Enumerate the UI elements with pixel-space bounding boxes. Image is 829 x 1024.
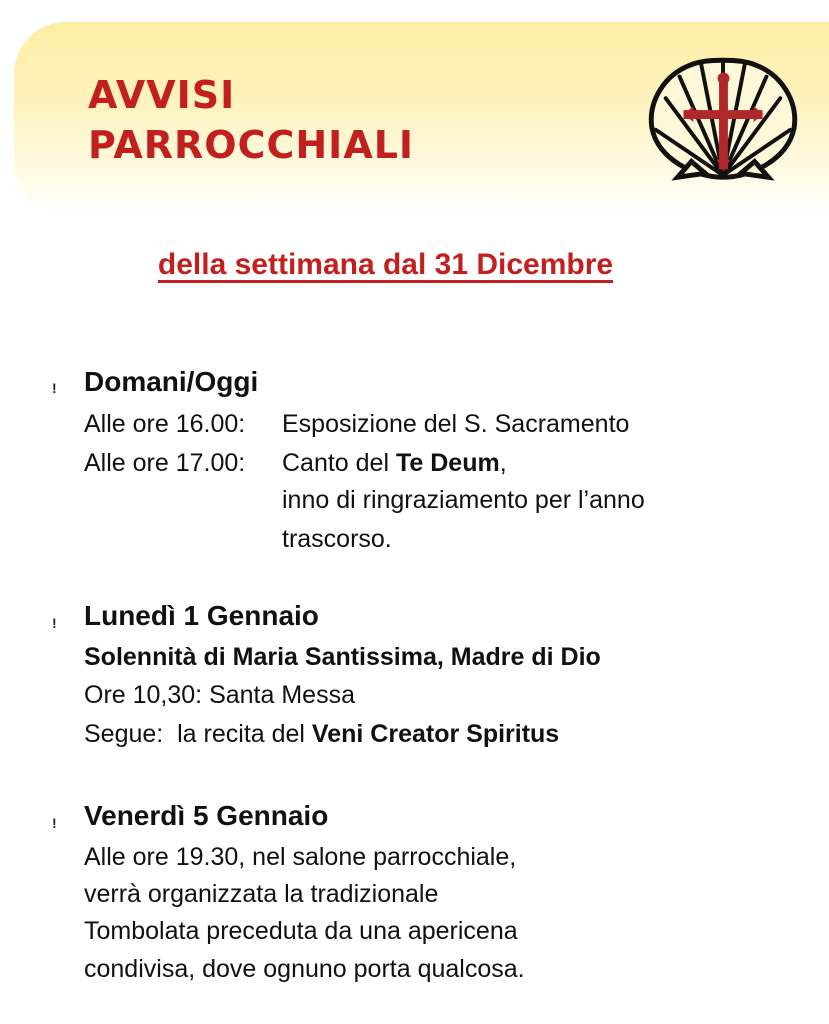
section-heading: Venerdì 5 Gennaio xyxy=(84,800,329,831)
event-text: Canto del Te Deum, xyxy=(282,449,507,477)
bullet-marker: ! xyxy=(52,815,57,831)
time-label: Alle ore 17.00: xyxy=(84,449,246,477)
te-deum-title: Te Deum xyxy=(395,449,500,477)
title-line-1: AVVISI xyxy=(88,73,236,117)
section-heading: Domani/Oggi xyxy=(84,366,259,397)
week-subtitle: della settimana dal 31 Dicembre xyxy=(157,248,614,281)
bullet-marker: ! xyxy=(52,615,57,631)
bullet-marker: ! xyxy=(52,380,57,396)
event-text: Alle ore 19.30, nel salone parrocchiale, xyxy=(84,843,517,871)
event-text: inno di ringraziamento per l’anno xyxy=(282,486,645,514)
event-text: Esposizione del S. Sacramento xyxy=(282,410,630,438)
section-heading: Lunedì 1 Gennaio xyxy=(84,600,319,631)
event-text: Segue: la recita del Veni Creator Spiritus xyxy=(84,720,560,748)
event-text: verrà organizzata la tradizionale xyxy=(84,880,439,908)
time-label: Alle ore 16.00: xyxy=(84,410,246,438)
event-text: trascorso. xyxy=(282,525,392,553)
event-text: Ore 10,30: Santa Messa xyxy=(84,681,355,709)
title-line-2: PARROCCHIALI xyxy=(88,123,415,167)
event-text: Tombolata preceduta da una apericena xyxy=(84,917,518,945)
veni-creator-title: Veni Creator Spiritus xyxy=(311,720,560,748)
event-text: condivisa, dove ognuno porta qualcosa. xyxy=(84,955,525,983)
scallop-shell-cross-icon xyxy=(644,52,802,184)
page-title xyxy=(88,70,414,170)
solemnity-title: Solennità di Maria Santissima, Madre di Dio xyxy=(84,643,601,671)
